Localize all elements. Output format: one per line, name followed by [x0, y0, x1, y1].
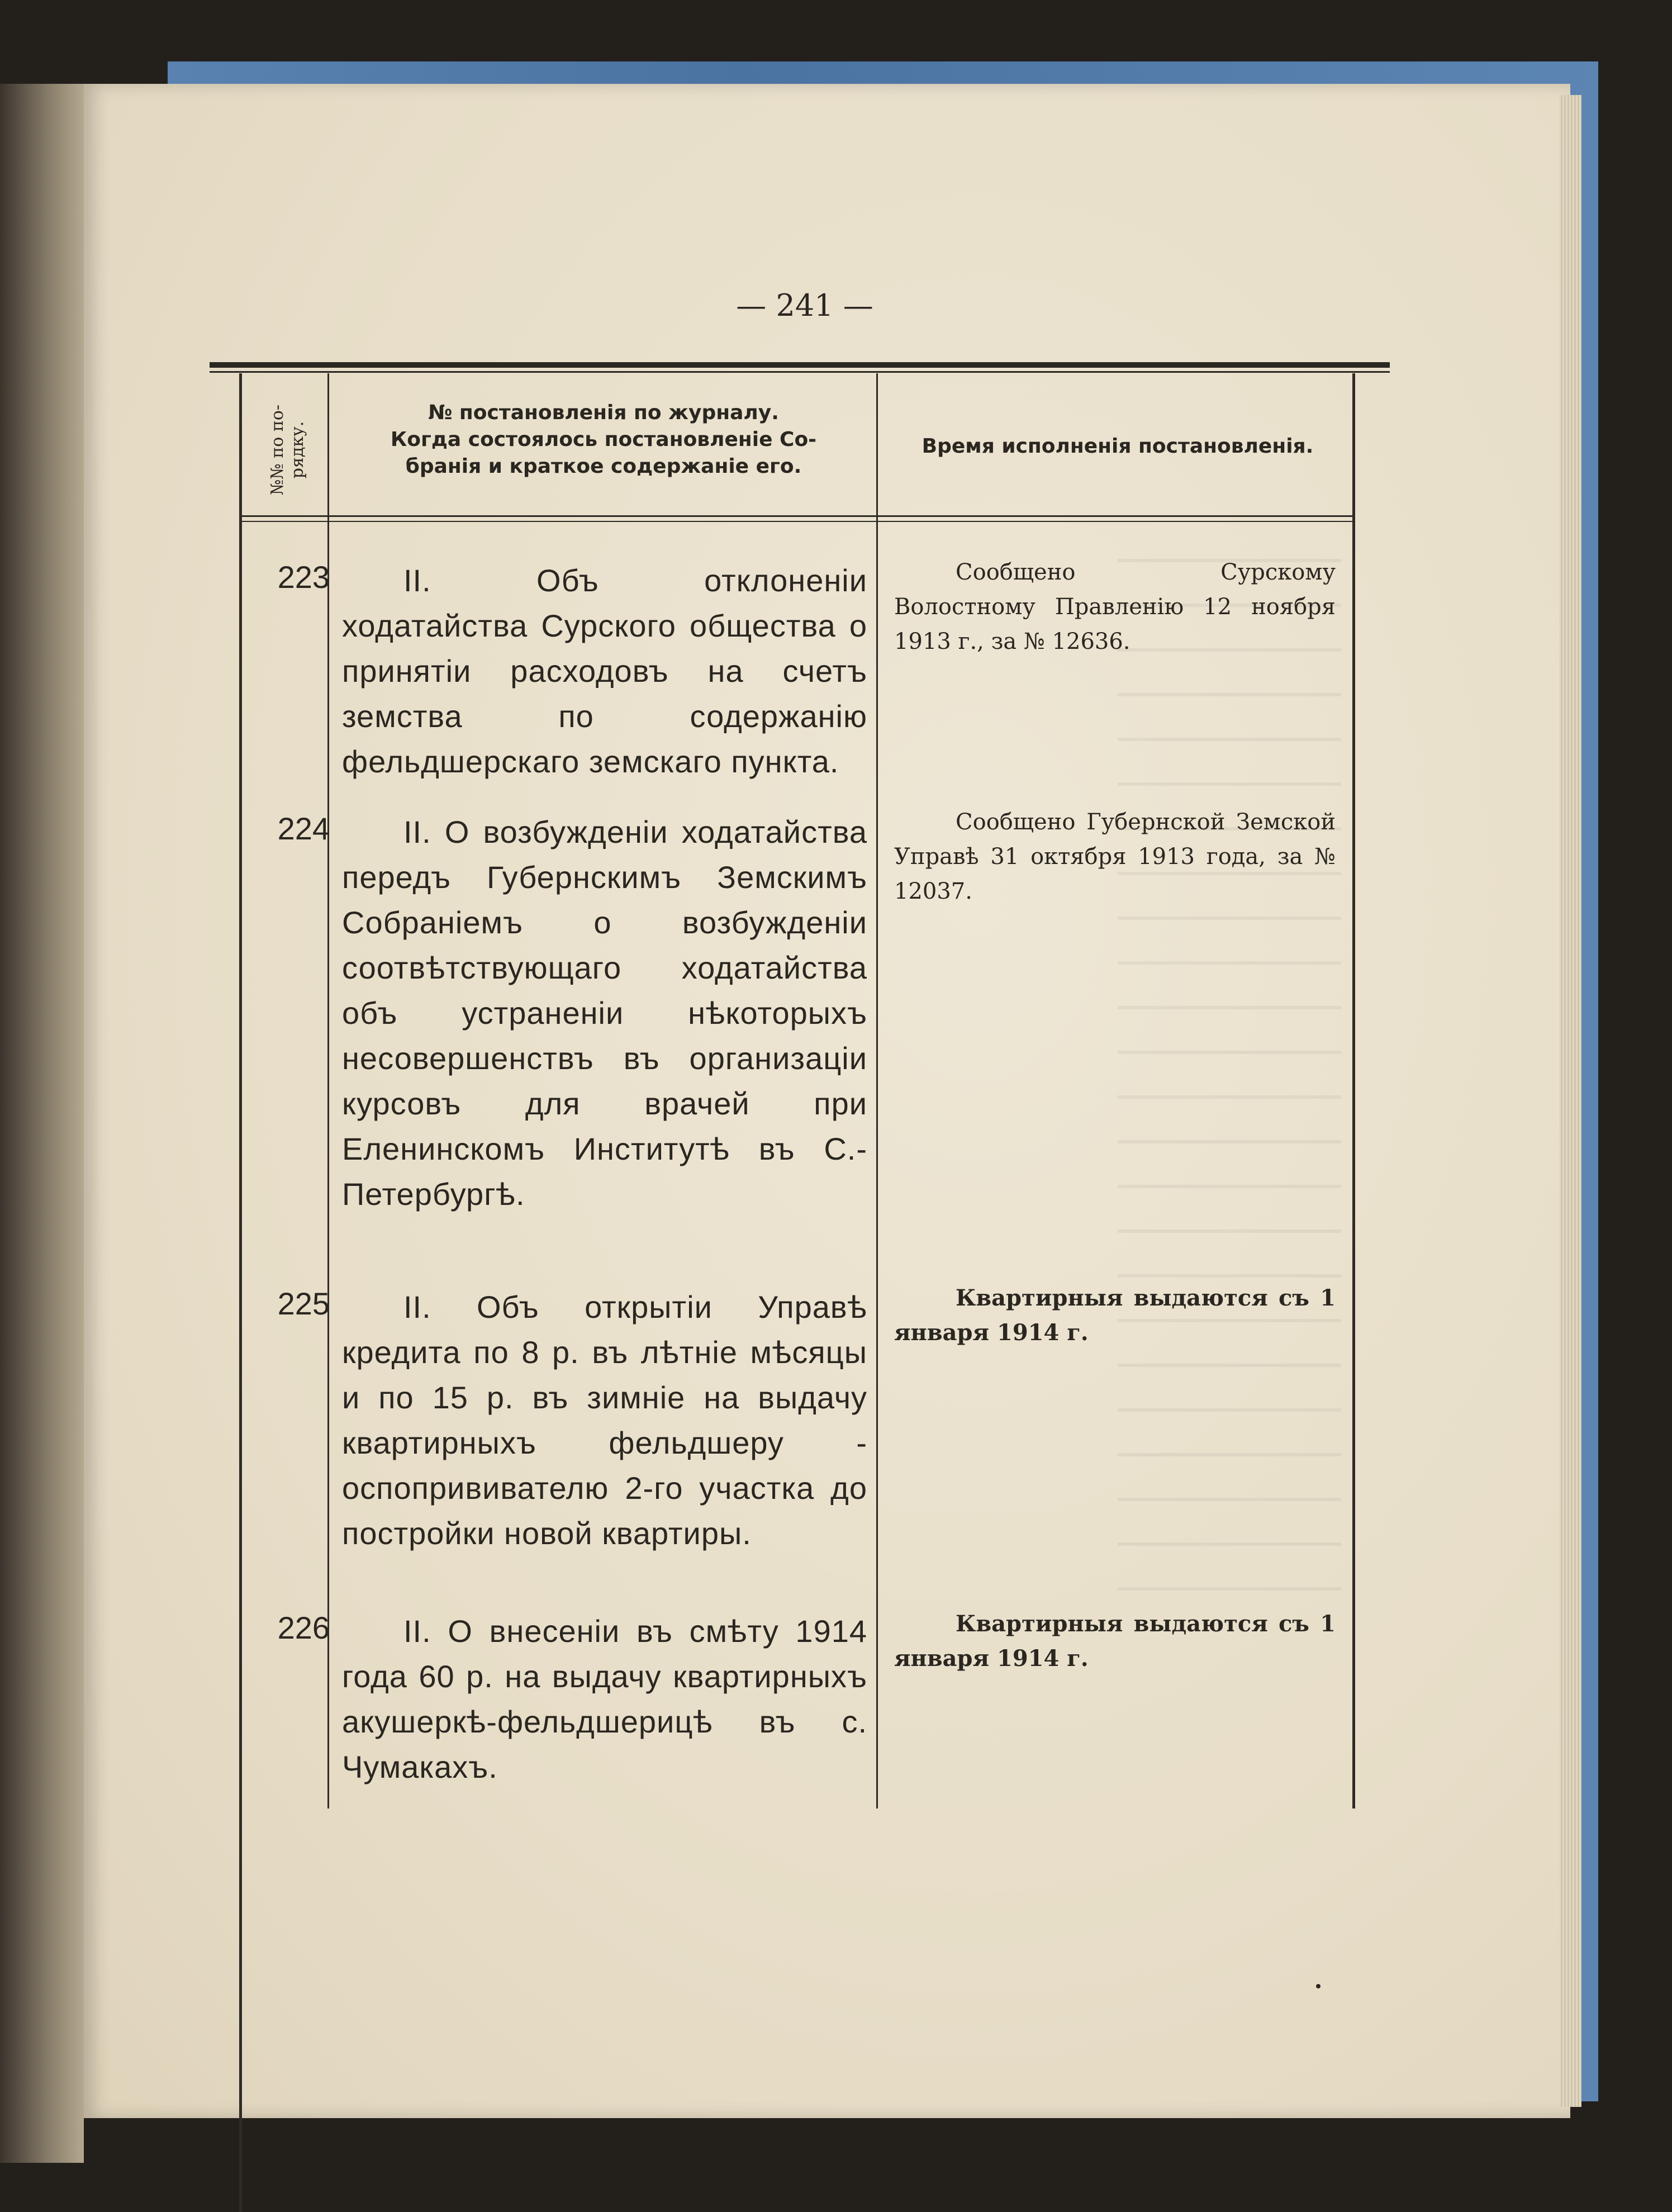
header-number-line-2: рядку. — [288, 421, 307, 479]
table-top-rule-thin — [210, 371, 1390, 373]
header-bottom-rule — [240, 515, 1352, 517]
table-left-border — [239, 373, 242, 2212]
table-right-border — [1352, 373, 1355, 1808]
column-divider-2 — [876, 373, 878, 1808]
header-number-line-1: №№ по по- — [268, 404, 287, 496]
header-middle-line-2: Когда состоялось постановленіе Со- — [390, 428, 817, 451]
row-number: 223 — [277, 559, 330, 595]
execution-note: Сообщено Сурскому Волостному Правленію 12 ноября 1913 г., за № 12636. — [894, 559, 1336, 654]
table-top-rule — [210, 362, 1390, 368]
resolution-text: II. О возбужденіи ходатайства передъ Губернскимъ Земскимъ Собраніемъ о возбужденіи соотвѣтствующаго ходатайства объ устраненіи нѣкоторыхъ несовершенствъ въ организаціи курсовъ для врачей при Еленинскомъ Институтѣ въ С.-Петербургѣ. — [342, 814, 867, 1212]
row-number: 225 — [277, 1286, 330, 1321]
resolution-text: II. Объ отклоненіи ходатайства Сурского общества о принятіи расходовъ на счетъ земства по содержанію фельдшерскаго земскаго пункта. — [342, 563, 867, 779]
header-right-column: Время исполненія постановленія. — [922, 435, 1314, 458]
execution-note: Сообщено Губернской Земской Управѣ 31 октября 1913 года, за № 12037. — [894, 809, 1336, 904]
resolution-text: II. О внесеніи въ смѣту 1914 года 60 р. на выдачу квартирныхъ акушеркѣ-фельдшерицѣ въ с. Чумакахъ. — [342, 1613, 867, 1784]
header-number-column — [246, 386, 330, 514]
header-middle-line-3: бранія и краткое содержаніе его. — [405, 455, 802, 478]
header-middle-line-1: № постановленія по журналу. — [428, 401, 779, 424]
header-bottom-rule-2 — [240, 521, 1352, 522]
facing-page-edge — [0, 84, 84, 2163]
row-number: 224 — [277, 811, 330, 846]
execution-note: Квартирныя выдаются съ 1 января 1914 г. — [894, 1611, 1336, 1672]
execution-note: Квартирныя выдаются съ 1 января 1914 г. — [894, 1285, 1336, 1346]
row-number: 226 — [277, 1610, 330, 1645]
show-through — [1118, 559, 1341, 1621]
resolution-text: II. Объ открытіи Управѣ кредита по 8 р. въ лѣтніе мѣсяцы и по 15 р. въ зимніе на выдачу квартирныхъ фельдшеру - оспопрививателю 2-го участка до постройки новой квартиры. — [342, 1289, 867, 1551]
ink-speck — [1316, 1984, 1320, 1988]
page-edges — [1559, 95, 1581, 2107]
header-middle-column — [335, 400, 872, 480]
page-number: — 241 — — [736, 288, 873, 323]
